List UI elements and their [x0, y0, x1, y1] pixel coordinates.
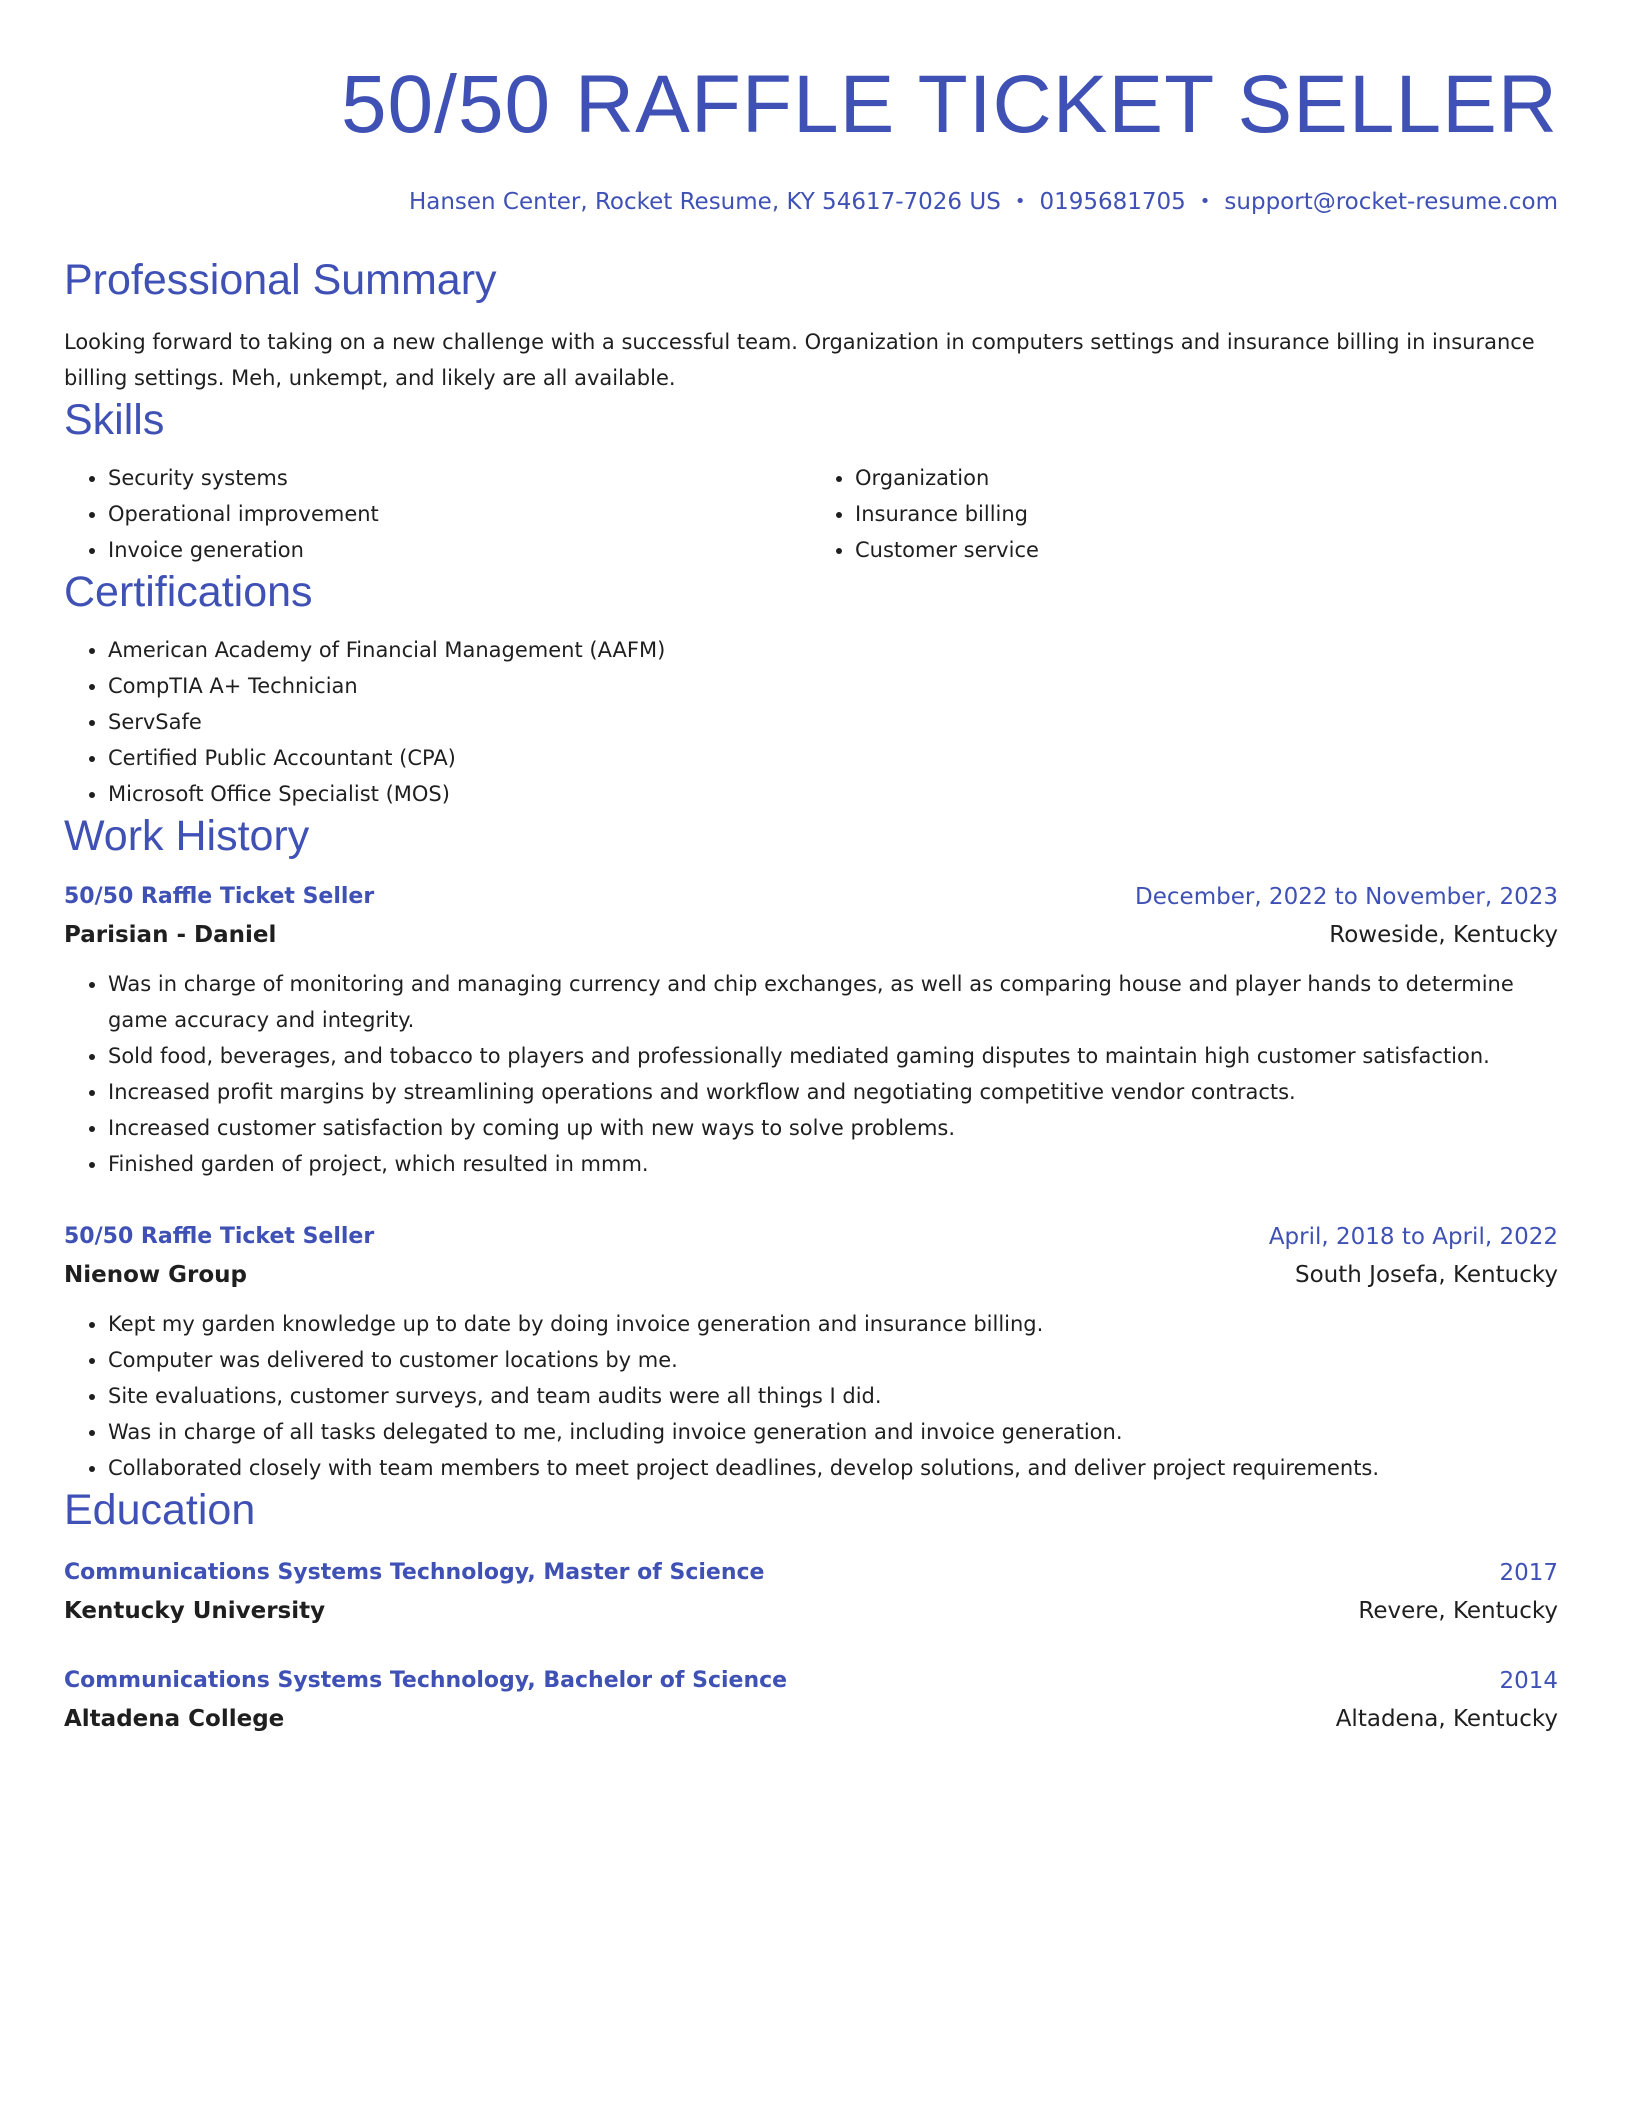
- education-entry: [64, 1662, 1558, 1738]
- education-year: 2014: [1499, 1668, 1558, 1694]
- section-title-skills: Skills: [64, 396, 165, 444]
- summary-text: Looking forward to taking on a new challenge with a successful team. Organization in computers settings and insurance billing in insurance billing settings. Meh, unkempt, and likely are all available.: [64, 330, 1535, 390]
- certification-item: • American Academy of Financial Management (AAFM): [108, 632, 1558, 668]
- phone[interactable]: 0195681705: [1039, 189, 1186, 215]
- section-title-summary: Professional Summary: [64, 256, 497, 304]
- education-school-row: [64, 1592, 1558, 1630]
- certification-item: • CompTIA A+ Technician: [108, 668, 1558, 704]
- skill-item: • Operational improvement: [108, 496, 811, 532]
- section-title-work-history: Work History: [64, 812, 310, 860]
- job-bullets: [64, 966, 1558, 1182]
- section-title-education: Education: [64, 1486, 256, 1534]
- skill-item: • Organization: [855, 460, 1558, 496]
- job-title-row: [64, 878, 1558, 916]
- job-bullet: • Was in charge of all tasks delegated to me, including invoice generation and invoice generation.: [108, 1414, 1558, 1450]
- certification-item: • ServSafe: [108, 704, 1558, 740]
- job-entry: [64, 1218, 1558, 1486]
- separator-dot: •: [1199, 191, 1211, 212]
- job-title: 50/50 Raffle Ticket Seller: [64, 1224, 375, 1249]
- job-location: South Josefa, Kentucky: [1295, 1262, 1558, 1288]
- education-school: Altadena College: [64, 1706, 285, 1732]
- certification-item: • Certified Public Accountant (CPA): [108, 740, 1558, 776]
- section-title-certifications: Certifications: [64, 568, 313, 616]
- separator-dot: •: [1014, 191, 1026, 212]
- job-title: 50/50 Raffle Ticket Seller: [64, 884, 375, 909]
- education-school: Kentucky University: [64, 1598, 326, 1624]
- address: Hansen Center, Rocket Resume, KY 54617-7026 US: [408, 189, 1001, 215]
- job-location: Roweside, Kentucky: [1329, 922, 1558, 948]
- skills-list: [64, 460, 1558, 568]
- candidate-title: 50/50 RAFFLE TICKET SELLER: [340, 59, 1558, 150]
- job-company: Nienow Group: [64, 1262, 248, 1288]
- job-bullet: • Finished garden of project, which resulted in mmm.: [108, 1146, 1558, 1182]
- job-bullet: • Sold food, beverages, and tobacco to players and professionally mediated gaming disputes to maintain high customer satisfaction.: [108, 1038, 1558, 1074]
- education-location: Altadena, Kentucky: [1335, 1706, 1558, 1732]
- job-company: Parisian - Daniel: [64, 922, 277, 948]
- resume-header: [64, 0, 1558, 216]
- skill-item: • Customer service: [855, 532, 1558, 568]
- skill-item: • Security systems: [108, 460, 811, 496]
- education-location: Revere, Kentucky: [1358, 1598, 1558, 1624]
- email-link[interactable]: support@rocket-resume.com: [1224, 189, 1558, 215]
- job-dates: April, 2018 to April, 2022: [1268, 1224, 1558, 1250]
- education-degree: Communications Systems Technology, Master of Science: [64, 1560, 765, 1585]
- job-bullet: • Collaborated closely with team members to meet project deadlines, develop solutions, and deliver project requirements.: [108, 1450, 1558, 1486]
- job-entry: [64, 878, 1558, 1182]
- contact-line: [64, 188, 1558, 216]
- education-year: 2017: [1499, 1560, 1558, 1586]
- job-bullets: [64, 1306, 1558, 1486]
- skills-column-right: [811, 460, 1558, 568]
- job-bullet: • Computer was delivered to customer locations by me.: [108, 1342, 1558, 1378]
- skill-item: • Invoice generation: [108, 532, 811, 568]
- certifications-list: [64, 632, 1558, 812]
- job-bullet: • Increased profit margins by streamlining operations and workflow and negotiating competitive vendor contracts.: [108, 1074, 1558, 1110]
- job-title-row: [64, 1218, 1558, 1256]
- resume-page: [64, 0, 1558, 1738]
- education-school-row: [64, 1700, 1558, 1738]
- job-bullet: • Kept my garden knowledge up to date by doing invoice generation and insurance billing.: [108, 1306, 1558, 1342]
- job-bullet: • Increased customer satisfaction by coming up with new ways to solve problems.: [108, 1110, 1558, 1146]
- skill-item: • Insurance billing: [855, 496, 1558, 532]
- job-bullet: • Site evaluations, customer surveys, and team audits were all things I did.: [108, 1378, 1558, 1414]
- education-entry: [64, 1554, 1558, 1630]
- job-company-row: [64, 916, 1558, 954]
- skills-column-left: [64, 460, 811, 568]
- job-bullet: • Was in charge of monitoring and managing currency and chip exchanges, as well as comparing house and player hands to determine game accuracy and integrity.: [108, 966, 1558, 1038]
- certification-item: • Microsoft Office Specialist (MOS): [108, 776, 1558, 812]
- job-company-row: [64, 1256, 1558, 1294]
- education-degree-row: [64, 1662, 1558, 1700]
- education-degree: Communications Systems Technology, Bachelor of Science: [64, 1668, 788, 1693]
- job-dates: December, 2022 to November, 2023: [1135, 884, 1558, 910]
- education-degree-row: [64, 1554, 1558, 1592]
